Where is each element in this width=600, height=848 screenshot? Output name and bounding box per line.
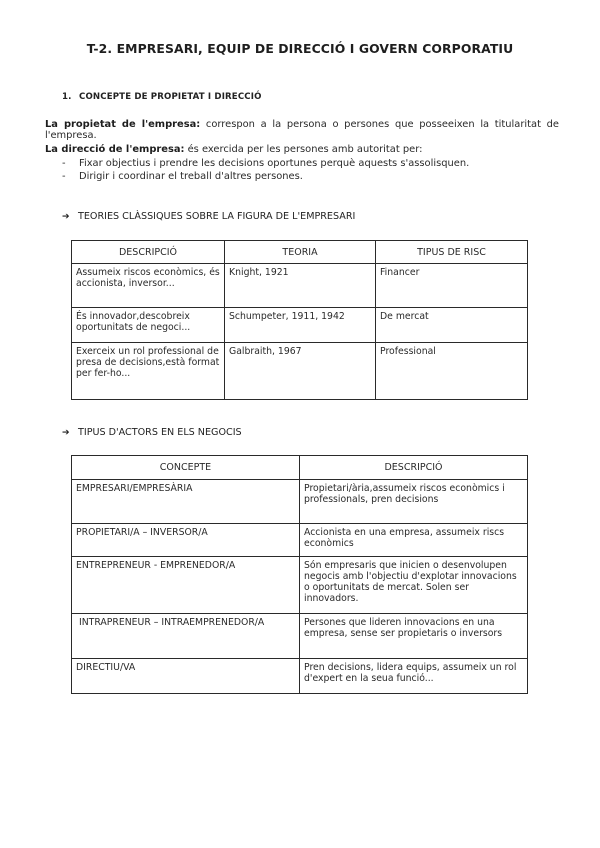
table-cell: Pren decisions, lidera equips, assumeix un rol d'expert en la seua funció... (300, 659, 528, 694)
definition-text: correspon a la persona o persones que posseeixen la titularitat de l'empresa. (45, 119, 559, 141)
table-cell: Propietari/ària,assumeix riscos econòmics i professionals, pren decisions (300, 480, 528, 524)
column-header: TEORIA (225, 241, 376, 264)
table-cell: Schumpeter, 1911, 1942 (225, 308, 376, 343)
table-cell: Persones que lideren innovacions en una empresa, sense ser propietaris o inversors (300, 614, 528, 659)
definition-ownership (45, 119, 559, 141)
table-cell: ENTREPRENEUR - EMPRENEDOR/A (72, 557, 300, 614)
table-row (72, 557, 528, 614)
table-cell: Són empresaris que inicien o desenvolupen negocis amb l'objectiu d'explotar innovacions o oportunitats de mercat. Solen ser innovadors. (300, 557, 528, 614)
definition-term: La propietat de l'empresa: (45, 119, 201, 130)
table-cell: De mercat (376, 308, 528, 343)
table-cell: Galbraith, 1967 (225, 343, 376, 400)
table-cell: Assumeix riscos econòmics, és accionista, inversor... (72, 264, 225, 308)
column-header: DESCRIPCIÓ (300, 456, 528, 480)
theories-heading-text: TEORIES CLÀSSIQUES SOBRE LA FIGURA DE L'EMPRESARI (78, 211, 356, 222)
table-cell: És innovador,descobreix oportunitats de negoci... (72, 308, 225, 343)
theories-table (71, 240, 528, 400)
actors-heading-text: TIPUS D'ACTORS EN ELS NEGOCIS (78, 427, 242, 438)
table-cell: Financer (376, 264, 528, 308)
definition-text: és exercida per les persones amb autoritat per: (184, 144, 423, 155)
column-header: DESCRIPCIÓ (72, 241, 225, 264)
dash-bullet-icon: - (62, 171, 66, 182)
table-row (72, 659, 528, 694)
actors-table (71, 455, 528, 694)
table-row (72, 524, 528, 557)
column-header: CONCEPTE (72, 456, 300, 480)
table-row (72, 264, 528, 308)
table-row (72, 308, 528, 343)
section-heading-text: CONCEPTE DE PROPIETAT I DIRECCIÓ (79, 92, 262, 102)
table-cell: Exerceix un rol professional de presa de decisions,està format per fer-ho... (72, 343, 225, 400)
table-row (72, 614, 528, 659)
table-cell: PROPIETARI/A – INVERSOR/A (72, 524, 300, 557)
table-row (72, 480, 528, 524)
table-cell: INTRAPRENEUR – INTRAEMPRENEDOR/A (72, 614, 300, 659)
table-cell: Accionista en una empresa, assumeix riscs econòmics (300, 524, 528, 557)
page-title: T-2. EMPRESARI, EQUIP DE DIRECCIÓ I GOVERN CORPORATIU (86, 41, 514, 56)
section-heading (62, 92, 262, 102)
section-number: 1. (62, 92, 72, 102)
table-header-row (72, 456, 528, 480)
table-cell: EMPRESARI/EMPRESÀRIA (72, 480, 300, 524)
table-header-row (72, 241, 528, 264)
table-row (72, 343, 528, 400)
table-cell: Knight, 1921 (225, 264, 376, 308)
actors-heading (62, 427, 242, 438)
theories-heading (62, 211, 355, 222)
definition-term: La direcció de l'empresa: (45, 144, 185, 155)
list-item: - Dirigir i coordinar el treball d'altres persones. (62, 171, 303, 182)
table-cell: DIRECTIU/VA (72, 659, 300, 694)
bullet-list (62, 157, 469, 183)
column-header: TIPUS DE RISC (376, 241, 528, 264)
arrow-right-icon: ➔ (62, 428, 70, 438)
table-cell: Professional (376, 343, 528, 400)
dash-bullet-icon: - (62, 158, 66, 169)
list-item: - Fixar objectius i prendre les decisions oportunes perquè aquests s'assolisquen. (62, 158, 470, 169)
arrow-right-icon: ➔ (62, 212, 70, 222)
definition-management (45, 144, 559, 155)
